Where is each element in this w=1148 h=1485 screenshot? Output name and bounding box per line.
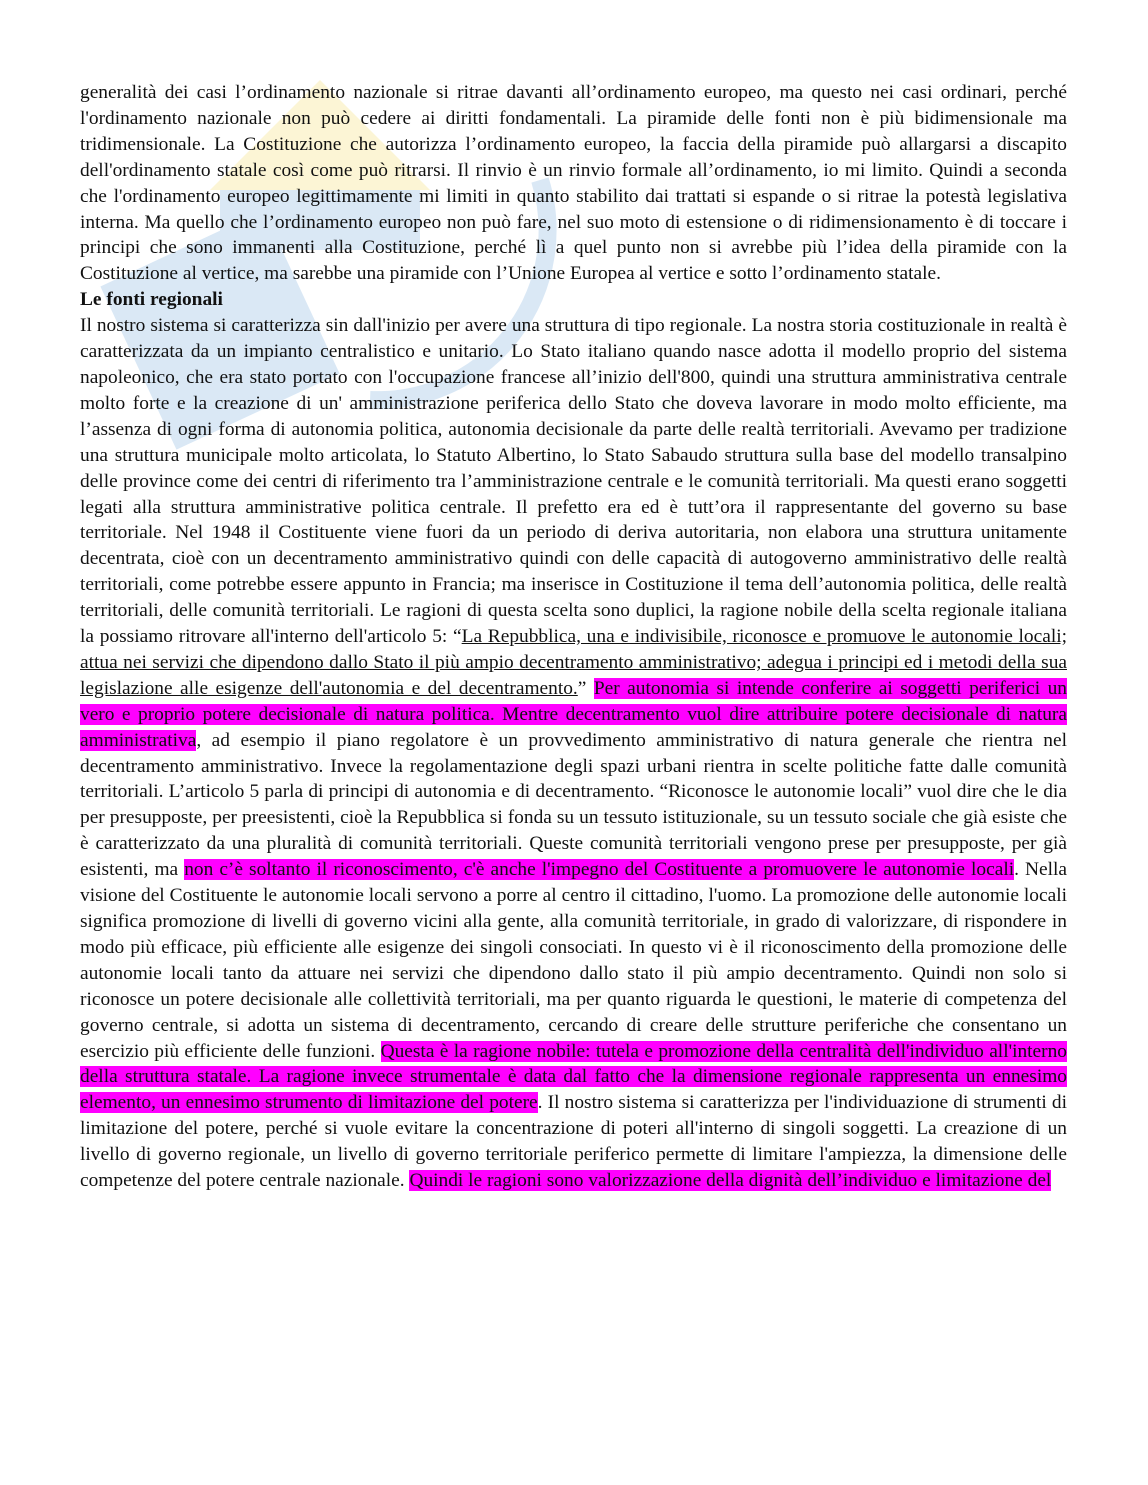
paragraph-intro: generalità dei casi l’ordinamento nazionale si ritrae davanti all’ordinamento europeo, ma questo nei casi ordinari, perché l'ordinamento nazionale non può cedere ai diritti fondamentali. La piramide delle fonti non è più bidimensionale ma tridimensionale. La Costituzione che autorizza l’ordinamento europeo, la faccia della piramide può allargarsi a discapito dell'ordinamento statale così come può ritrarsi. Il rinvio è un rinvio formale all’ordinamento, io mi limito. Quindi a seconda che l'ordinamento europeo legittimamente mi limiti in quanto stabilito dai trattati si espande o si ritrae la potestà legislativa interna. Ma quello che l’ordinamento europeo non può fare, nel suo moto di estensione o di ridimensionamento è di toccare i principi che sono immanenti alla Costituzione, perché lì a quel punto non si avrebbe più l’idea della piramide con la Costituzione al vertice, ma sarebbe una piramide con l’Unione Europea al vertice e sotto l’ordinamento statale. [80,82,1067,285]
paragraph-regional-sources [80,313,1067,1194]
text-segment: ” [577,677,594,699]
highlight-conclusion: Quindi le ragioni sono valorizzazione della dignità dell’individuo e limitazione del [409,1170,1052,1192]
text-segment: Il nostro sistema si caratterizza sin dall'inizio per avere una struttura di tipo regionale. La nostra storia costituzionale in realtà è caratterizzata da un impianto centralistico e unitario. Lo Stato italiano quando nasce adotta il modello proprio del sistema napoleonico, che era stato portato con l'occupazione francese all’inizio dell'800, quindi una struttura amministrativa centrale molto forte e la creazione di un' amministrazione periferica dello Stato che doveva lavorare in modo molto efficiente, ma l’assenza di ogni forma di autonomia politica, autonomia decisionale da parte delle realtà territoriali. Avevamo per tradizione una struttura municipale molto articolata, lo Statuto Albertino, lo Stato Sabaudo struttura sulla base del modello transalpino delle province come dei centri di riferimento tra l’amministrazione centrale e le comunità territoriali. Ma questi erano soggetti legati alla struttura amministrative politica centrale. Il prefetto era ed è tutt’ora il rappresentante del governo su base territoriale. Nel 1948 il Costituente viene fuori da un periodo di deriva autoritaria, non elabora una struttura unitamente decentrata, cioè con un decentramento amministrativo quindi con delle capacità di autogoverno amministrativo delle realtà territoriali, come potrebbe essere appunto in Francia; ma inserisce in Costituzione il tema dell’autonomia politica, delle realtà territoriali, delle comunità territoriali. Le ragioni di questa scelta sono duplici, la ragione nobile della scelta regionale italiana la possiamo ritrovare all'interno dell'articolo 5: “ [80,315,1067,648]
text-segment: , ad esempio il piano regolatore è un provvedimento amministrativo di natura generale che rientra nel decentramento amministrativo. Invece la regolamentazione degli spazi urbani rientra in scelte politiche fatte dalle comunità territoriali. L’articolo 5 parla di principi di autonomia e di decentramento. “Riconosce le autonomie locali” vuol dire che le dia per presupposte, per preesistenti, cioè la Repubblica si fonda su un tessuto istituzionale, su un tessuto sociale che già esiste che è caratterizzato da una pluralità di comunità territoriali. Queste comunità territoriali vengono prese per presupposte, per già esistenti, ma [80,729,1067,881]
highlight-promotion: non c’è soltanto il riconoscimento, c'è anche l'impegno del Costituente a promuovere le autonomie locali [184,859,1015,881]
highlight-autonomy-definition: Per autonomia si intende conferire ai soggetti periferici un vero e proprio potere decisionale di natura politica. Mentre decentramento vuol dire attribuire potere decisionale di natura amministrativa [80,677,1067,751]
section-heading: Le fonti regionali [80,289,223,311]
highlight-noble-reason: Questa è la ragione nobile: tutela e promozione della centralità dell'individuo all'interno della struttura statale. La ragione invece strumentale è data dal fatto che la dimensione regionale rappresenta un ennesimo elemento, un ennesimo strumento di limitazione del potere [80,1040,1067,1114]
text-segment: . Il nostro sistema si caratterizza per l'individuazione di strumenti di limitazione del potere, perché si vuole evitare la concentrazione di poteri all'interno di singoli soggetti. La creazione di un livello di governo regionale, un livello di governo territoriale periferico permette di limitare l'ampiezza, la dimensione delle competenze del potere centrale nazionale. [80,1092,1067,1192]
article-5-quote: La Repubblica, una e indivisibile, riconosce e promuove le autonomie locali; attua nei servizi che dipendono dallo Stato il più ampio decentramento amministrativo; adegua i principi ed i metodi della sua legislazione alle esigenze dell'autonomia e del decentramento. [80,626,1067,699]
text-segment: . Nella visione del Costituente le autonomie locali servono a porre al centro il cittadino, l'uomo. La promozione delle autonomie locali significa promozione di livelli di governo vicini alla gente, alla comunità territoriale, in grado di valorizzare, di rispondere in modo più efficace, più efficiente alle esigenze dei singoli consociati. In questo vi è il riconoscimento della promozione delle autonomie locali tanto da attuare nei servizi che dipendono dallo stato il più ampio decentramento. Quindi non solo si riconosce un potere decisionale alle collettività territoriali, ma per quanto riguarda le questioni, le materie di competenza del governo centrale, si adotta un sistema di decentramento, cercando di creare delle strutture periferiche che consentano un esercizio più efficiente delle funzioni. [80,859,1067,1062]
document-page [80,80,1067,1194]
